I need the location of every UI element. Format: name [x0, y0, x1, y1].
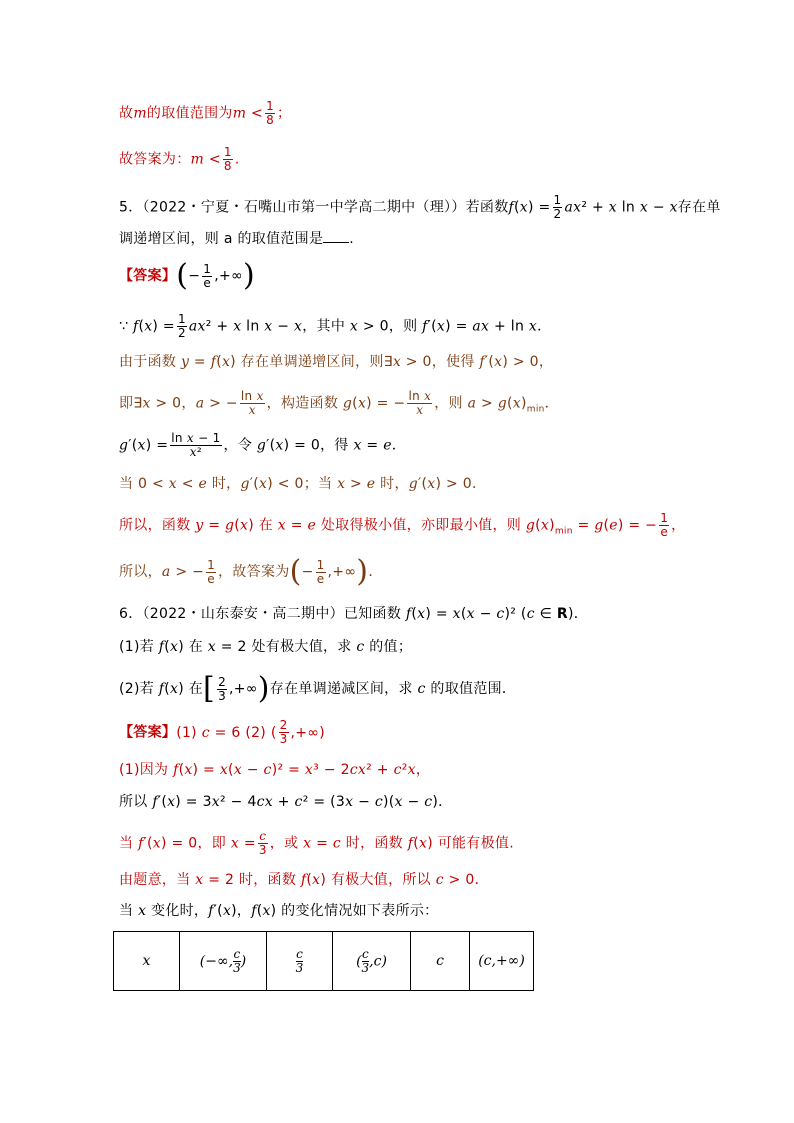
- table-header-cell: $\frac{c}{3}$: [267, 932, 333, 991]
- q5-solution-step-1: ∵ f(x) = $\frac{1}{2}$ ax² + x ln x − x，其中 x > 0，则 f′(x) = ax + ln x．: [119, 312, 552, 340]
- question-5-line-2: 调递增区间，则 a 的取值范围是 .: [119, 228, 354, 249]
- variation-table: [113, 931, 534, 991]
- q5-solution-step-3: 即∃x > 0，a > − $\frac{\text{ln x}}{x}$ ，构造函数 g(x) = − $\frac{\text{ln x}}{x}$ ，则 $a > g(x)_{min}$．: [119, 389, 559, 417]
- q5-solution-step-6: 所以，函数 y = g(x) 在 x = e 处取得极小值，亦即最小值，则 $g(x)_{min} = g(e)$ = − $\frac{1}{e}$ ，: [119, 511, 686, 539]
- question-6-heading: 6．（2022・山东泰安・高二期中）已知函数 f(x) = x(x − c)² (c ∈ R)．: [119, 606, 588, 622]
- question-6-answer: 【答案】(1) c = 6 (2) ( $\frac{2}{3}$ ,+∞): [119, 718, 326, 746]
- question-6-part-2: (2)若 f(x) 在[ $\frac{2}{3}$ ,+∞)存在单调递减区间，求 c 的取值范围．: [119, 671, 517, 706]
- answer-tag: 【答案】: [119, 724, 177, 741]
- answer-prefix: 故答案为：: [119, 151, 191, 168]
- q6-solution-step-1: (1)因为 f(x) = x(x − c)² = x³ − 2cx² + c²x，: [119, 762, 431, 778]
- table-header-cell: x: [114, 932, 180, 991]
- q5-solution-step-2: 由于函数 y = f(x) 存在单调递增区间，则∃x > 0，使得 f′(x) > 0，: [119, 354, 554, 370]
- q5-solution-step-5: 当 0 < x < e 时，g′(x) < 0；当 x > e 时，g′(x) > 0．: [119, 476, 487, 492]
- table-header-cell: (−∞, $\frac{c}{3}$ ): [180, 932, 267, 991]
- table-header-cell: (c,+∞): [470, 932, 534, 991]
- q5-solution-step-4: g′(x) = $\frac{\text{ln x − 1}}{\text{x²}}$ ，令 g′(x) = 0，得 x = e．: [119, 431, 407, 459]
- q6-solution-step-5: 当 x 变化时，f′(x)，f(x) 的变化情况如下表所示：: [119, 903, 439, 919]
- q6-solution-step-2: 所以 f′(x) = 3x² − 4cx + c² = (3x − c)(x − c)．: [119, 794, 453, 810]
- answer-tag: 【答案】: [119, 268, 177, 284]
- table-header-cell: c: [411, 932, 470, 991]
- answer-line-m: 故答案为：m < $\frac{1}{8}$ .: [119, 145, 240, 173]
- table-row: [114, 932, 534, 991]
- table-header-cell: ( $\frac{c}{3}$ ,c): [333, 932, 411, 991]
- q5-solution-step-7: 所以，a > − $\frac{1}{e}$ ，故答案为(− $\frac{1}{e}$ ,+∞)．: [119, 554, 383, 589]
- question-5-heading: 5．（2022・宁夏・石嘴山市第一中学高二期中（理））若函数f(x) = $\frac{1}{2}$ ax² + x ln x − x存在单: [119, 193, 721, 221]
- answer-blank: [323, 228, 349, 243]
- question-6-part-1: (1)若 f(x) 在 x = 2 处有极大值，求 c 的值；: [119, 639, 413, 655]
- question-5-answer: 【答案】(− $\frac{1}{e}$ ,+∞): [119, 258, 255, 293]
- q6-solution-step-4: 由题意，当 x = 2 时，函数 f(x) 有极大值，所以 c > 0．: [119, 872, 489, 888]
- conclusion-line-m-range: 故m的取值范围为m < $\frac{1}{8}$ ；: [119, 99, 292, 127]
- q6-solution-step-3: 当 f′(x) = 0，即 x = $\frac{c}{3}$ ，或 x = c 时，函数 f(x) 可能有极值.: [119, 829, 514, 857]
